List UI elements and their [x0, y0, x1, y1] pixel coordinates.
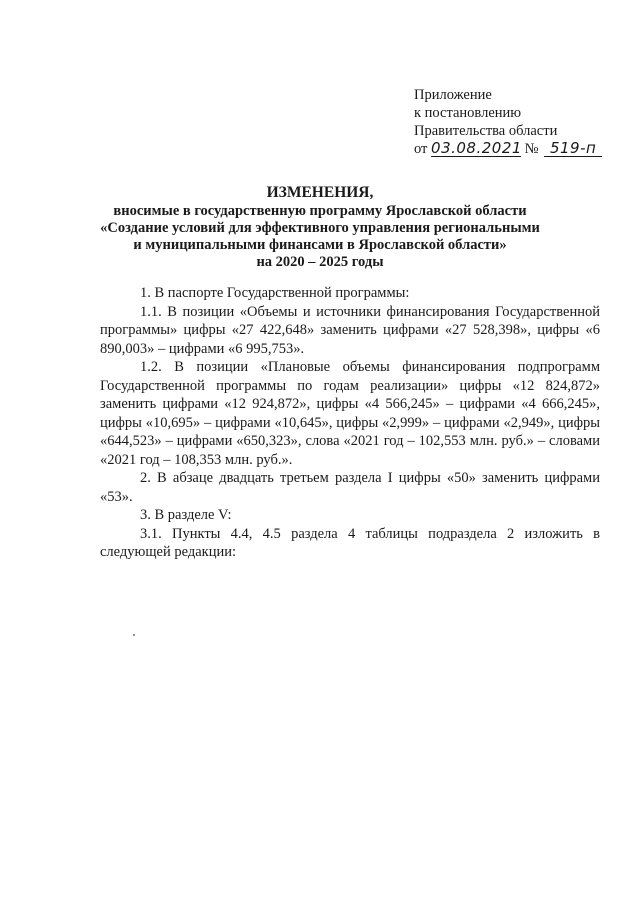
title-line-4: на 2020 – 2025 годы — [256, 254, 384, 270]
document-title — [80, 184, 560, 271]
from-label: от — [414, 141, 428, 157]
title-line-3: и муниципальными финансами в Ярославской области» — [133, 237, 507, 253]
appendix-date-line — [414, 140, 602, 158]
appendix-line-2: к постановлению — [414, 105, 522, 121]
document-body — [100, 284, 600, 562]
title-line-1: вносимые в государственную программу Ярославской области — [113, 203, 527, 219]
paragraph: 1. В паспорте Государственной программы: — [140, 285, 410, 301]
handwritten-date: 03.08.2021 — [431, 139, 522, 157]
appendix-block — [414, 86, 602, 158]
paragraph: 3.1. Пункты 4.4, 4.5 раздела 4 таблицы подраздела 2 изложить в следующей редакции: — [100, 525, 600, 560]
paragraph: 1.1. В позиции «Объемы и источники финансирования Государственной программы» цифры «27 422,648» заменить цифрами «27 528,398», цифры «6 890,003» – цифрами «6 995,753». — [100, 303, 600, 357]
handwritten-number: 519-п — [544, 141, 602, 157]
paragraph: 1.2. В позиции «Плановые объемы финансирования подпрограмм Государственной программы по годам реализации» цифры «12 824,872» заменить цифрами «12 924,872», цифры «4 566,245» – цифрами «4 666,245», цифры «10,695» – цифрами «10,645», цифры «2,999» – цифрами «2,949», цифры «644,523» – цифрами «650,323», слова «2021 год – 102,553 млн. руб.» – словами «2021 год – 108,353 млн. руб.». — [100, 359, 600, 468]
paragraph: 2. В абзаце двадцать третьем раздела I цифры «50» заменить цифрами «53». — [100, 470, 600, 505]
appendix-line-1: Приложение — [414, 87, 492, 103]
number-label: № — [524, 141, 539, 157]
title-heading: ИЗМЕНЕНИЯ, — [266, 184, 374, 201]
title-line-2: «Создание условий для эффективного управления региональными — [100, 220, 540, 236]
scan-speck — [133, 634, 135, 636]
appendix-line-3: Правительства области — [414, 123, 558, 139]
paragraph: 3. В разделе V: — [140, 507, 232, 523]
